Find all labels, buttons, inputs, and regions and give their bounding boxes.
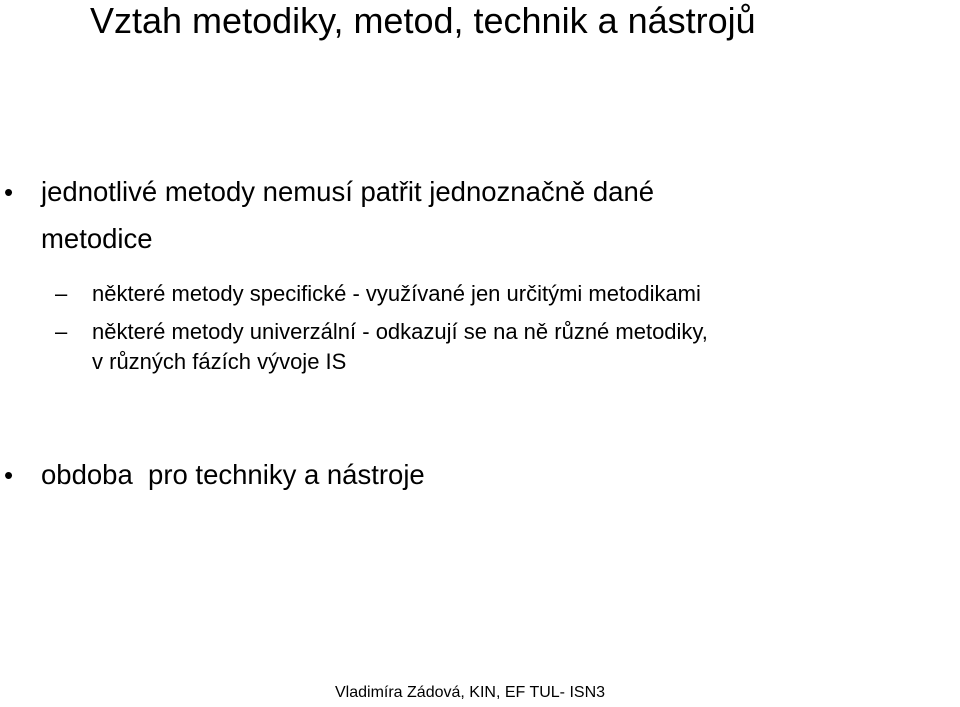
sub-item-text-line: některé metody univerzální - odkazují se na ně různé metodiky, (92, 319, 708, 344)
sub-item-text-line: v různých fázích vývoje IS (92, 349, 347, 374)
bullet-marker: • (4, 177, 14, 207)
sub-item-marker: – (55, 281, 68, 306)
sub-item-marker: – (55, 319, 68, 344)
bullet-marker: • (4, 460, 14, 490)
bullet-text-line: metodice (41, 223, 153, 254)
slide-footer: Vladimíra Zádová, KIN, EF TUL- ISN3 (335, 684, 606, 701)
bullet-text-line: jednotlivé metody nemusí patřit jednoznačně dané (41, 176, 655, 207)
sub-item-text-line: některé metody specifické - využívané jen určitými metodikami (92, 281, 701, 306)
slide-title: Vztah metodiky, metod, technik a nástrojů (90, 0, 756, 41)
bullet-text-line: obdoba pro techniky a nástroje (41, 459, 425, 490)
